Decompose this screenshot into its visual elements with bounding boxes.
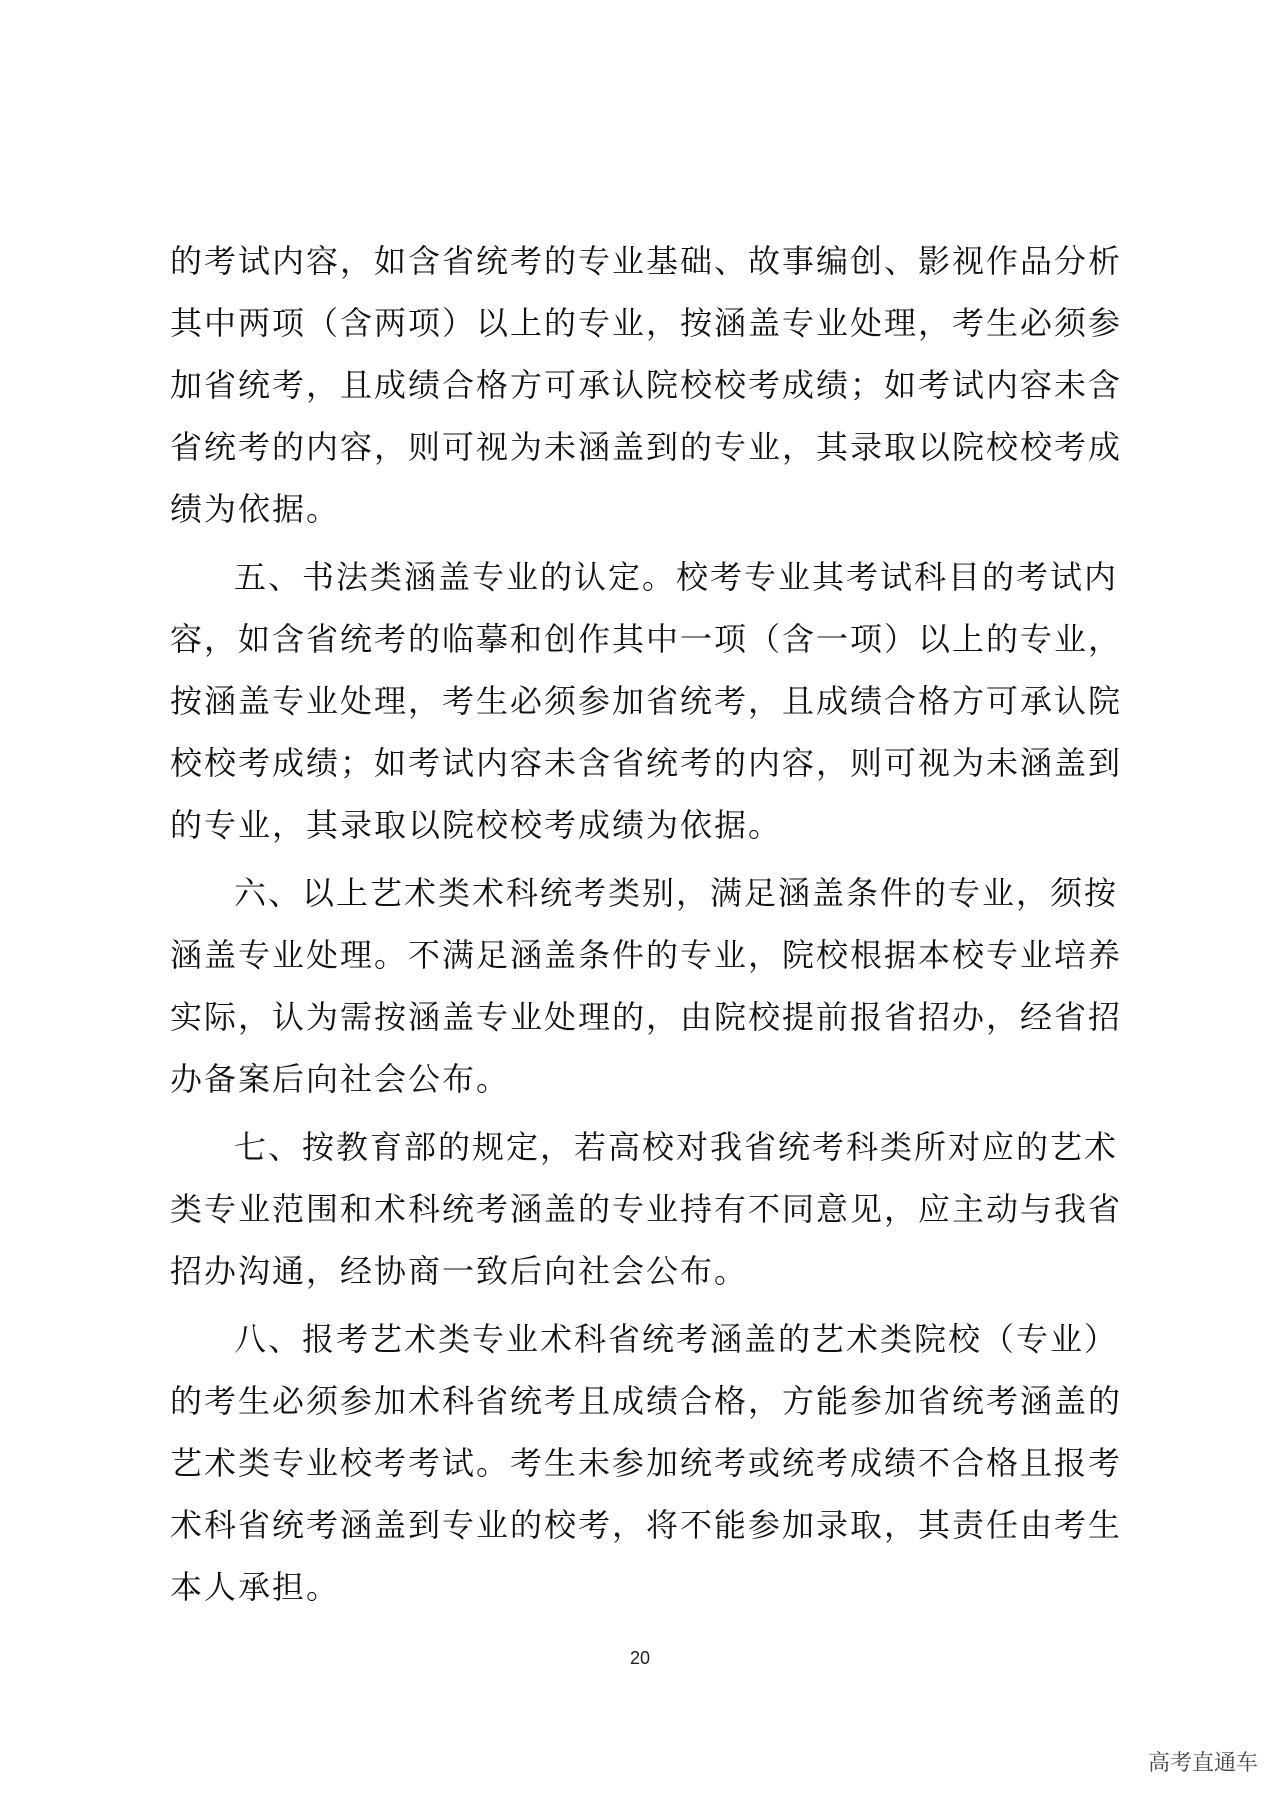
text-line: 类专业范围和术科统考涵盖的专业持有不同意见，应主动与我省 (170, 1190, 1123, 1228)
text-line: 的考生必须参加术科省统考且成绩合格，方能参加省统考涵盖的 (170, 1382, 1123, 1420)
text-line: 六、以上艺术类术科统考类别，满足涵盖条件的专业，须按 (234, 874, 1119, 912)
text-line: 涵盖专业处理。不满足涵盖条件的专业，院校根据本校专业培养 (170, 936, 1123, 974)
text-line: 五、书法类涵盖专业的认定。校考专业其考试科目的考试内 (234, 558, 1119, 596)
text-line: 实际，认为需按涵盖专业处理的，由院校提前报省招办，经省招 (170, 998, 1123, 1036)
text-line: 八、报考艺术类专业术科省统考涵盖的艺术类院校（专业） (234, 1320, 1119, 1358)
text-line: 术科省统考涵盖到专业的校考，将不能参加录取，其责任由考生 (170, 1506, 1123, 1544)
paragraph-section-7 (170, 1116, 1130, 1302)
text-line: 七、按教育部的规定，若高校对我省统考科类所对应的艺术 (234, 1128, 1119, 1166)
text-line: 的专业，其录取以院校校考成绩为依据。 (170, 806, 783, 844)
text-line: 容，如含省统考的临摹和创作其中一项（含一项）以上的专业， (170, 620, 1123, 658)
text-line: 按涵盖专业处理，考生必须参加省统考，且成绩合格方可承认院 (170, 682, 1123, 720)
document-body (170, 230, 1130, 1618)
paragraph-section-5 (170, 546, 1130, 856)
text-line: 办备案后向社会公布。 (170, 1060, 511, 1098)
text-line: 加省统考，且成绩合格方可承认院校校考成绩；如考试内容未含 (170, 366, 1123, 404)
text-line: 招办沟通，经协商一致后向社会公布。 (170, 1252, 749, 1290)
text-line: 省统考的内容，则可视为未涵盖到的专业，其录取以院校校考成 (170, 428, 1123, 466)
text-line: 绩为依据。 (170, 490, 341, 528)
text-line: 校校考成绩；如考试内容未含省统考的内容，则可视为未涵盖到 (170, 744, 1123, 782)
paragraph-section-6 (170, 862, 1130, 1110)
paragraph-continuation (170, 230, 1130, 540)
paragraph-section-8 (170, 1308, 1130, 1618)
page-number: 20 (629, 1648, 651, 1668)
watermark: 高考直通车 (1147, 1751, 1258, 1776)
text-line: 艺术类专业校考考试。考生未参加统考或统考成绩不合格且报考 (170, 1444, 1123, 1482)
text-line: 的考试内容，如含省统考的专业基础、故事编创、影视作品分析 (170, 242, 1123, 280)
text-line: 本人承担。 (170, 1568, 341, 1606)
text-line: 其中两项（含两项）以上的专业，按涵盖专业处理，考生必须参 (170, 304, 1123, 342)
